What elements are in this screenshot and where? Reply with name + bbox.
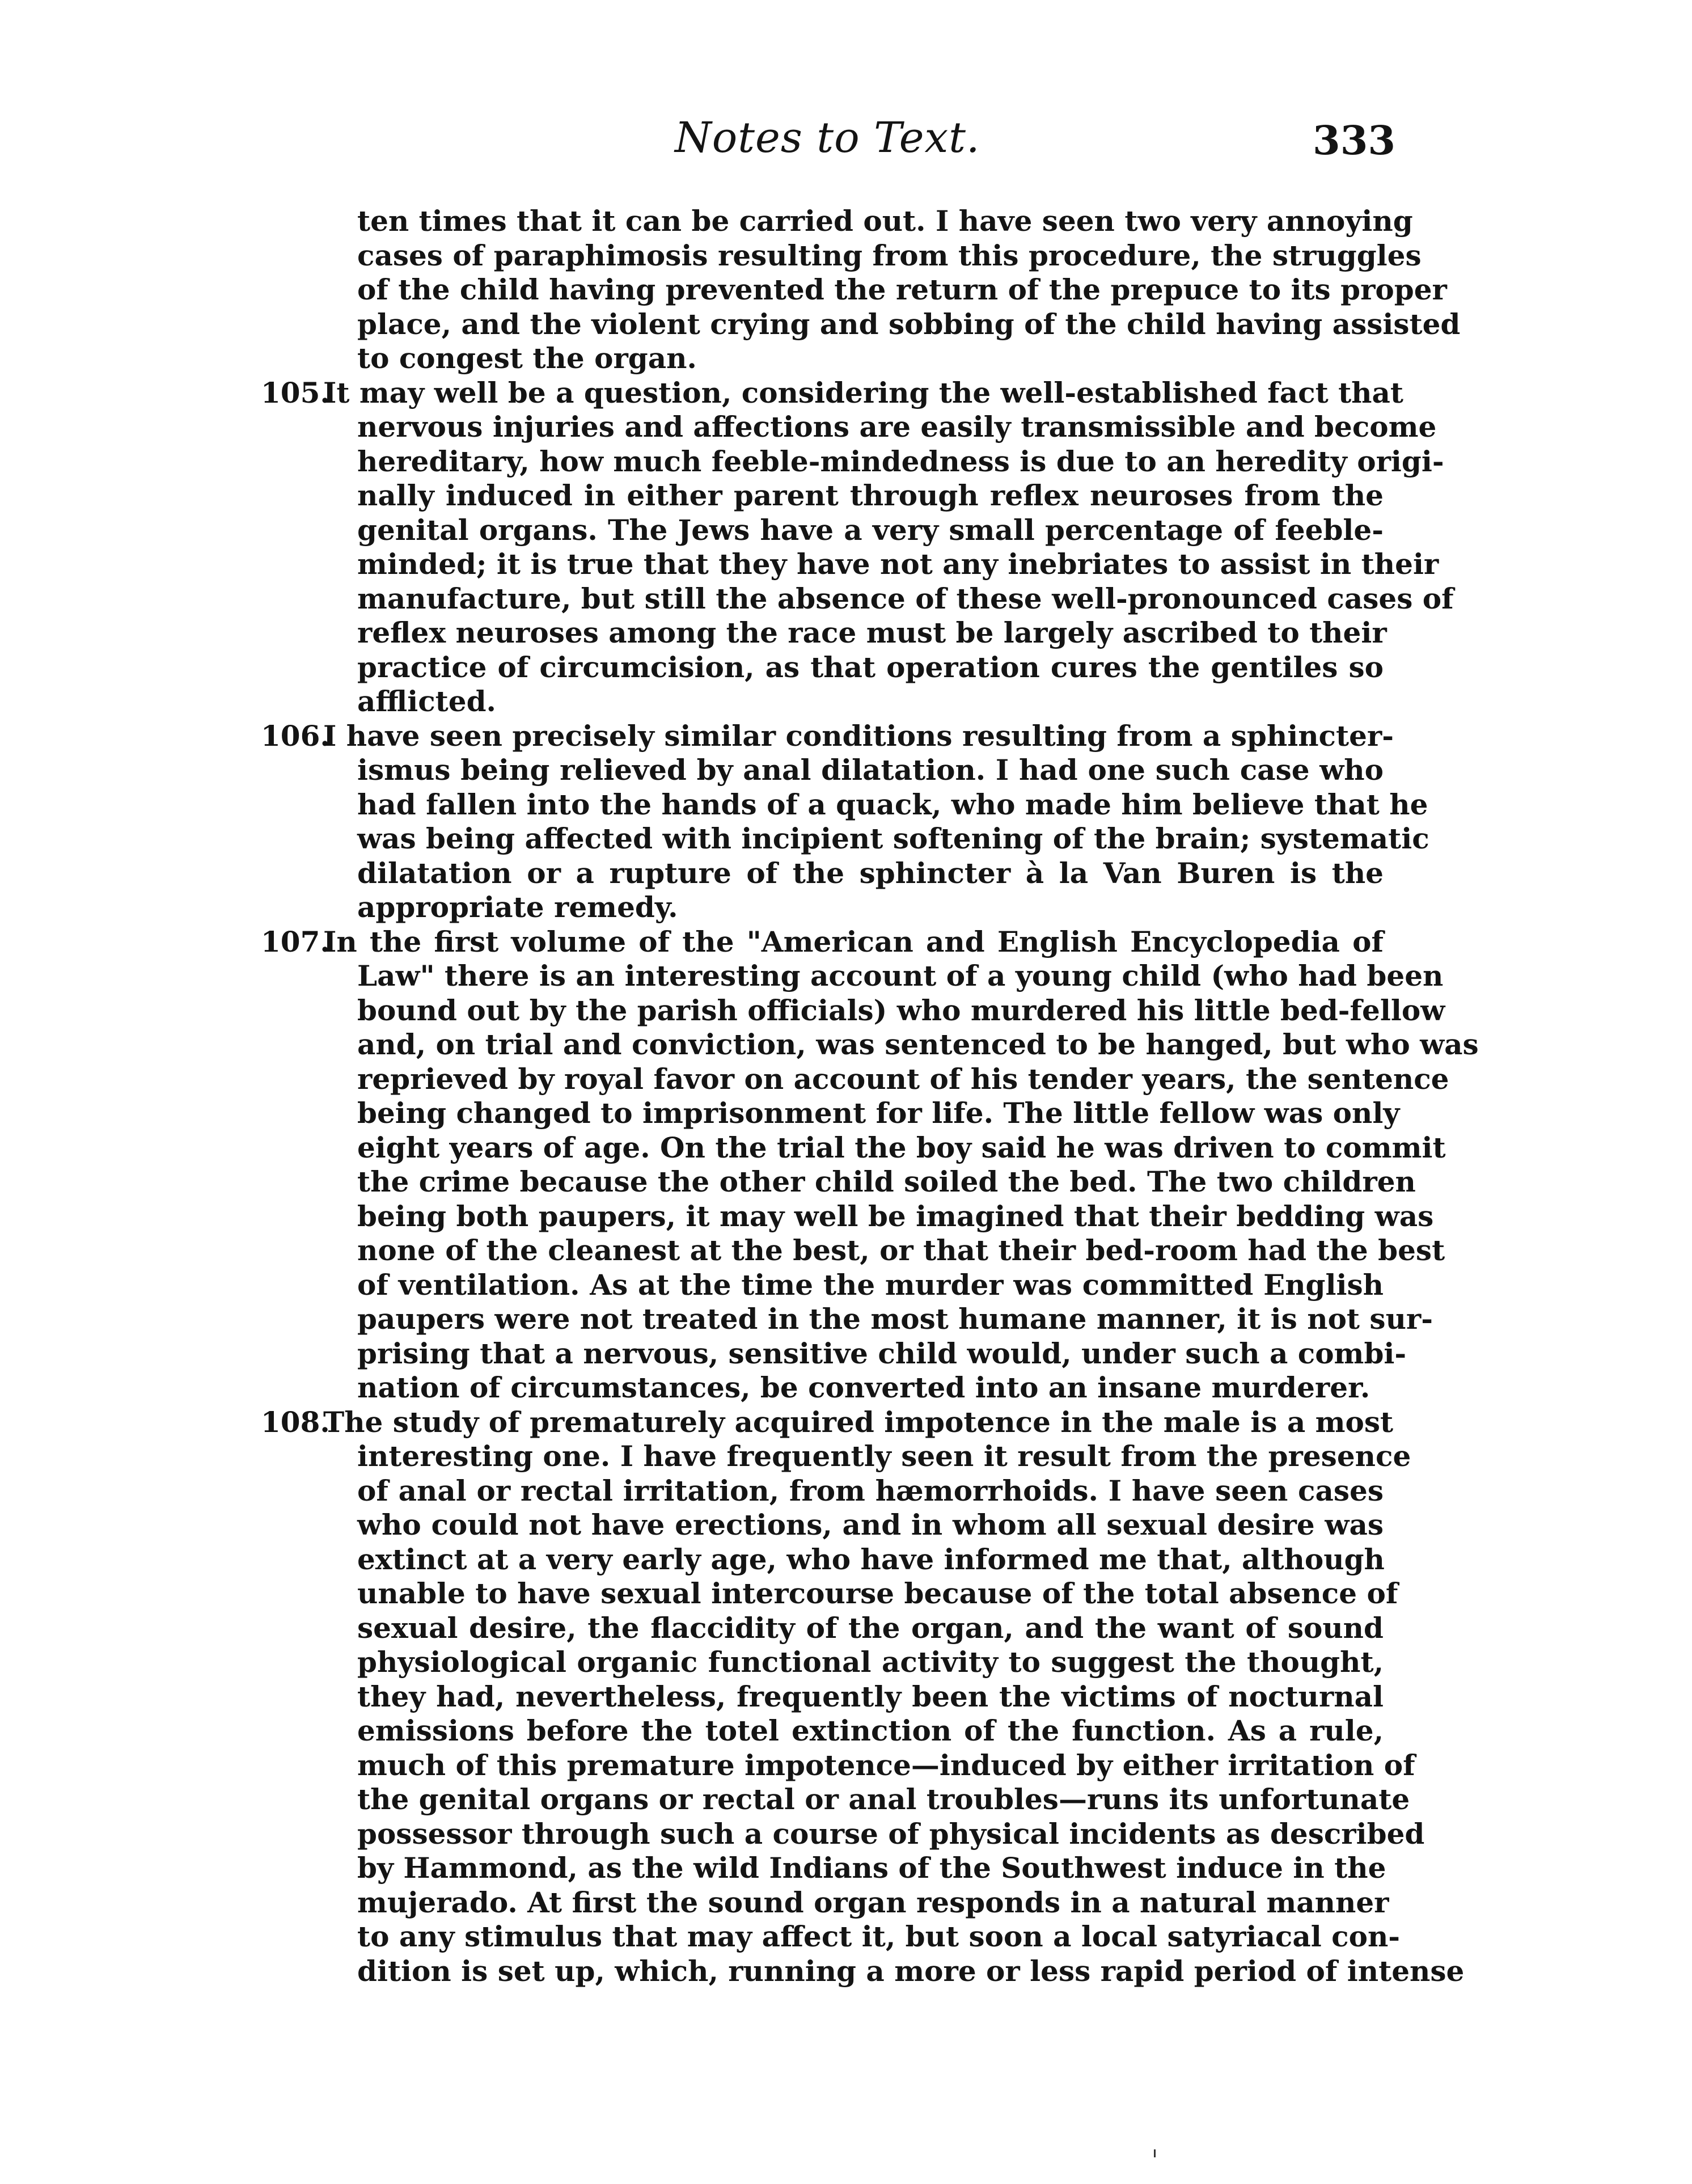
running-head: [0, 113, 1692, 176]
text-line: being changed to imprisonment for life. The little fellow was only: [357, 1096, 1400, 1130]
running-head-title: Notes to Text.: [675, 113, 980, 162]
text-line: paupers were not treated in the most humane manner, it is not sur-: [357, 1302, 1433, 1336]
text-line: place, and the violent crying and sobbing of the child having assisted: [357, 307, 1461, 341]
text-line: none of the cleanest at the best, or that their bed-room had the best: [357, 1233, 1445, 1267]
text-line: interesting one. I have frequently seen it result from the presence: [357, 1439, 1411, 1473]
note-first-line: The study of prematurely acquired impotence in the male is a most: [323, 1405, 1394, 1439]
text-line: practice of circumcision, as that operation cures the gentiles so: [357, 650, 1384, 684]
text-line: much of this premature impotence—induced by either irritation of: [357, 1748, 1415, 1782]
text-line: the genital organs or rectal or anal troubles—runs its unfortunate: [357, 1782, 1410, 1816]
note-first-line: I have seen precisely similar conditions resulting from a sphincter-: [323, 719, 1394, 753]
text-line: ten times that it can be carried out. I have seen two very annoying: [357, 204, 1413, 238]
text-line: mujerado. At first the sound organ responds in a natural manner: [357, 1885, 1389, 1919]
text-line: extinct at a very early age, who have informed me that, although: [357, 1542, 1385, 1576]
stray-ink-mark: [1154, 2149, 1156, 2157]
note-first-line: In the first volume of the "American and English Encyclopedia of: [323, 924, 1384, 958]
text-line: bound out by the parish officials) who murdered his little bed-fellow: [357, 993, 1445, 1027]
text-line: reflex neuroses among the race must be largely ascribed to their: [357, 616, 1387, 649]
text-line: ismus being relieved by anal dilatation. I had one such case who: [357, 753, 1384, 787]
text-line: who could not have erections, and in whom all sexual desire was: [357, 1508, 1384, 1541]
text-line: reprieved by royal favor on account of his tender years, the sentence: [357, 1062, 1449, 1096]
text-line: dition is set up, which, running a more or less rapid period of intense: [357, 1954, 1465, 1988]
text-line: physiological organic functional activity to suggest the thought,: [357, 1645, 1384, 1679]
text-line: was being affected with incipient softening of the brain; systematic: [357, 822, 1429, 855]
note-first-line: It may well be a question, considering the well-established fact that: [323, 375, 1404, 409]
text-line: and, on trial and conviction, was sentenced to be hanged, but who was: [357, 1028, 1479, 1061]
text-line: of the child having prevented the return of the prepuce to its proper: [357, 273, 1447, 306]
text-line: Law" there is an interesting account of a young child (who had been: [357, 959, 1444, 992]
text-line: appropriate remedy.: [357, 890, 678, 924]
text-line: sexual desire, the flaccidity of the organ, and the want of sound: [357, 1611, 1384, 1645]
text-line: nation of circumstances, be converted into an insane murderer.: [357, 1371, 1370, 1404]
note-number: 107.: [261, 924, 330, 958]
note-107: [261, 924, 1479, 1405]
text-line: to congest the organ.: [357, 341, 697, 375]
note-number: 108.: [261, 1405, 330, 1439]
note-105: [261, 375, 1454, 719]
note-number: 106.: [261, 719, 330, 753]
text-line: to any stimulus that may affect it, but soon a local satyriacal con-: [357, 1920, 1401, 1953]
text-line: of anal or rectal irritation, from hæmorrhoids. I have seen cases: [357, 1473, 1384, 1507]
text-line: being both paupers, it may well be imagined that their bedding was: [357, 1199, 1434, 1233]
page-number: 333: [1313, 117, 1396, 164]
note-106: [261, 719, 1429, 925]
text-line: unable to have sexual intercourse because of the total absence of: [357, 1577, 1398, 1610]
text-line: minded; it is true that they have not any inebriates to assist in their: [357, 547, 1439, 581]
text-line: afflicted.: [357, 685, 496, 718]
text-line: possessor through such a course of physical incidents as described: [357, 1817, 1425, 1851]
text-line: dilatation or a rupture of the sphincter à la Van Buren is the: [357, 856, 1384, 890]
text-line: hereditary, how much feeble-mindedness is due to an heredity origi-: [357, 444, 1444, 478]
text-line: had fallen into the hands of a quack, who made him believe that he: [357, 787, 1428, 821]
text-line: nervous injuries and affections are easily transmissible and become: [357, 410, 1437, 443]
notes-body: [261, 204, 1479, 1988]
text-line: by Hammond, as the wild Indians of the Southwest induce in the: [357, 1851, 1386, 1885]
text-line: emissions before the totel extinction of the function. As a rule,: [357, 1714, 1384, 1747]
text-line: the crime because the other child soiled the bed. The two children: [357, 1165, 1416, 1198]
note-number: 105.: [261, 375, 330, 409]
text-line: nally induced in either parent through reflex neuroses from the: [357, 479, 1384, 512]
text-line: of ventilation. As at the time the murder was committed English: [357, 1268, 1384, 1302]
text-line: cases of paraphimosis resulting from this procedure, the struggles: [357, 238, 1422, 272]
text-line: prising that a nervous, sensitive child would, under such a combi-: [357, 1336, 1407, 1370]
text-line: eight years of age. On the trial the boy said he was driven to commit: [357, 1130, 1446, 1164]
continued-note-paragraph: [261, 204, 1461, 376]
note-108: [261, 1405, 1465, 1989]
text-line: manufacture, but still the absence of these well-pronounced cases of: [357, 581, 1454, 615]
text-line: they had, nevertheless, frequently been the victims of nocturnal: [357, 1679, 1384, 1713]
text-line: genital organs. The Jews have a very small percentage of feeble-: [357, 513, 1384, 547]
